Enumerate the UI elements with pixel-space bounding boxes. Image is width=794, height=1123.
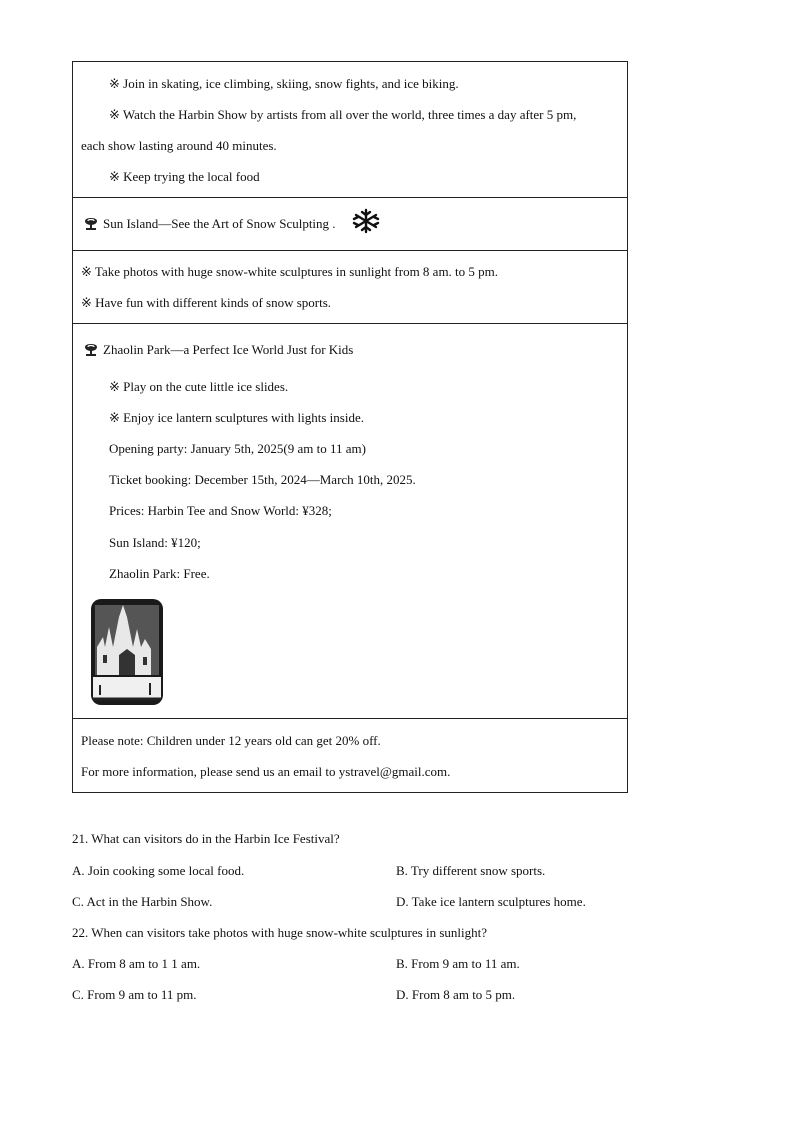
section-title-zhaolin-park: Zhaolin Park—a Perfect Ice World Just for Kids <box>103 342 354 357</box>
activity-item: ※ Join in skating, ice climbing, skiing, snow fights, and ice biking. <box>109 76 459 91</box>
price-zhaolin: Zhaolin Park: Free. <box>109 566 210 581</box>
zhaolin-item: ※ Play on the cute little ice slides. <box>109 379 289 394</box>
section-title-sun-island: Sun Island—See the Art of Snow Sculpting . <box>103 216 336 231</box>
activity-item: ※ Watch the Harbin Show by artists from all over the world, three times a day after 5 pm, <box>109 107 577 122</box>
sun-island-item: ※ Have fun with different kinds of snow sports. <box>81 295 332 310</box>
ticket-booking: Ticket booking: December 15th, 2024—March 10th, 2025. <box>109 472 416 487</box>
ice-sculpture-icon <box>83 215 99 231</box>
ice-sculpture-icon <box>83 341 99 357</box>
zhaolin-item: ※ Enjoy ice lantern sculptures with lights inside. <box>109 410 364 425</box>
opening-party: Opening party: January 5th, 2025(9 am to 11 am) <box>109 441 366 456</box>
question-stem: 21. What can visitors do in the Harbin Ice Festival? <box>72 831 340 846</box>
price-sun-island: Sun Island: ¥120; <box>109 535 201 550</box>
question-option[interactable]: C. From 9 am to 11 pm. <box>72 987 197 1002</box>
question-option[interactable]: D. Take ice lantern sculptures home. <box>396 894 586 909</box>
snowflake-icon <box>351 208 381 234</box>
price-harbin: Prices: Harbin Tee and Snow World: ¥328; <box>109 503 332 518</box>
question-option[interactable]: C. Act in the Harbin Show. <box>72 894 213 909</box>
question-option[interactable]: D. From 8 am to 5 pm. <box>396 987 516 1002</box>
divider <box>73 718 627 719</box>
divider <box>73 250 627 251</box>
question-option[interactable]: B. From 9 am to 11 am. <box>396 956 520 971</box>
question-option[interactable]: A. From 8 am to 1 1 am. <box>72 956 201 971</box>
question-stem: 22. When can visitors take photos with huge snow-white sculptures in sunlight? <box>72 925 487 940</box>
activity-item-continued: each show lasting around 40 minutes. <box>81 138 277 153</box>
question-option[interactable]: B. Try different snow sports. <box>396 863 546 878</box>
ice-castle-image <box>89 597 165 707</box>
info-table <box>72 61 628 793</box>
question-option[interactable]: A. Join cooking some local food. <box>72 863 245 878</box>
contact-note: For more information, please send us an email to ystravel@gmail.com. <box>81 764 451 779</box>
discount-note: Please note: Children under 12 years old can get 20% off. <box>81 733 381 748</box>
sun-island-item: ※ Take photos with huge snow-white sculptures in sunlight from 8 am. to 5 pm. <box>81 264 499 279</box>
divider <box>73 323 627 324</box>
divider <box>73 197 627 198</box>
activity-item: ※ Keep trying the local food <box>109 169 260 184</box>
